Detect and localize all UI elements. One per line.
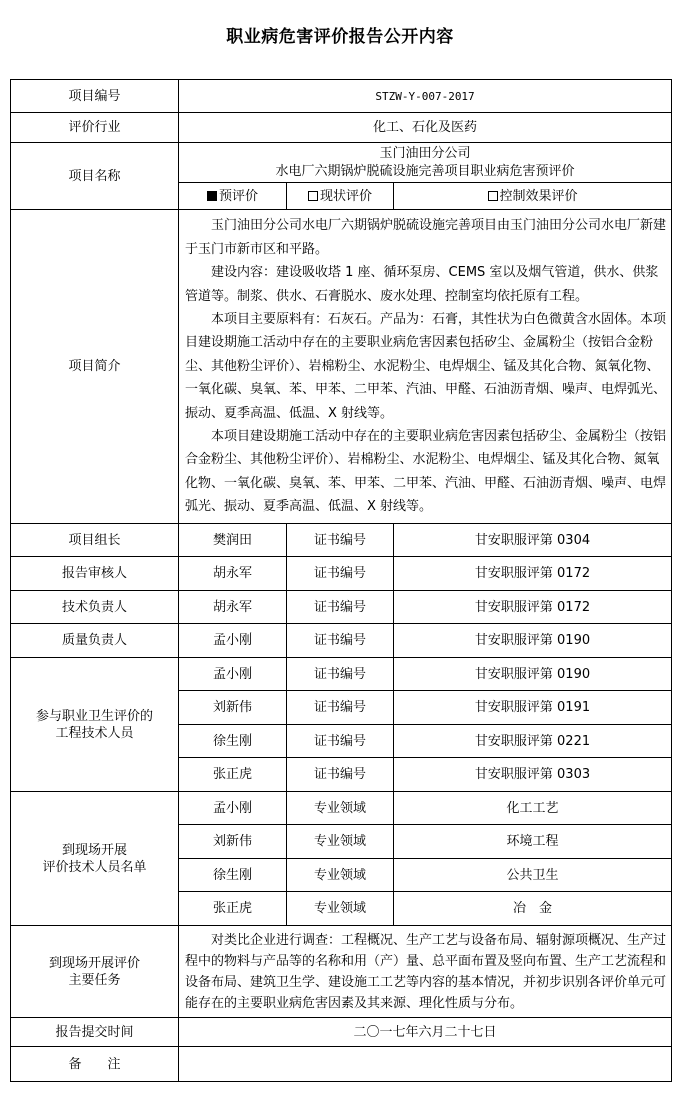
label-tech: 技术负责人 [11,591,179,624]
label-project-name: 项目名称 [11,143,179,210]
cert-label: 证书编号 [287,557,394,591]
label-onsite [11,792,179,926]
intro-paragraph: 本项目建设期施工活动中存在的主要职业病危害因素包括矽尘、金属粉尘（按铝合金粉尘、其他粉尘评价）、岩棉粉尘、水泥粉尘、电焊烟尘、锰及其化合物、氮氧化物、一氧化碳、臭氧、苯、甲苯、二甲苯、汽油、甲醛、石油沥青烟、噪声、电焊弧光、振动、夏季高温、低温、X 射线等。 [185,429,667,515]
row-remark [11,1047,672,1082]
label-participants-line2: 工程技术人员 [55,725,134,741]
quality-name: 孟小刚 [179,624,287,658]
option-control-eval-label: 控制效果评价 [499,188,578,204]
label-industry: 评价行业 [11,113,179,143]
row-industry [11,113,672,143]
label-submit: 报告提交时间 [11,1018,179,1047]
report-table [10,79,672,1082]
label-quality: 质量负责人 [11,624,179,658]
label-tasks-line2: 主要任务 [68,972,121,988]
label-tasks-line1: 到现场开展评价 [48,955,140,971]
tech-name: 胡永军 [179,591,287,624]
project-no-value: STZW-Y-007-2017 [179,80,672,113]
row-reviewer [11,557,672,591]
row-project-name [11,143,672,183]
row-intro [11,210,672,524]
page-title: 职业病危害评价报告公开内容 [226,27,454,47]
onsite-name: 孟小刚 [179,792,287,825]
label-project-no: 项目编号 [11,80,179,113]
field-label: 专业领域 [287,792,394,825]
cert-label: 证书编号 [287,758,394,792]
option-pre-eval-label: 预评价 [218,188,258,204]
option-control-eval[interactable] [394,183,672,210]
field-label: 专业领域 [287,859,394,892]
participant-name: 孟小刚 [179,658,287,691]
participant-cert: 甘安职服评第 0191 [394,691,672,725]
cert-label: 证书编号 [287,624,394,658]
row-project-no [11,80,672,113]
intro-paragraph: 本项目主要原料有：石灰石。产品为：石膏，其性状为白色微黄含水固体。本项目建设期施工活动中存在的主要职业病危害因素包括矽尘、金属粉尘（按铝合金粉尘、其他粉尘评价）、岩棉粉尘、水泥粉尘、电焊烟尘、锰及其化合物、氮氧化物、一氧化碳、臭氧、苯、甲苯、二甲苯、汽油、甲醛、石油沥青烟、噪声、电焊弧光、振动、夏季高温、低温、X 射线等。 [185,311,667,421]
tasks-text [179,926,672,1018]
project-name-value [179,143,672,183]
onsite-field: 环境工程 [394,825,672,859]
onsite-name: 张正虎 [179,892,287,926]
checkbox-empty-icon[interactable] [308,191,318,201]
label-reviewer: 报告审核人 [11,557,179,591]
project-name-line1: 玉门油田分公司 [379,145,471,161]
row-quality [11,624,672,658]
participant-name: 张正虎 [179,758,287,792]
field-label: 专业领域 [287,892,394,926]
row-leader [11,524,672,557]
row-onsite [11,792,672,825]
leader-cert: 甘安职服评第 0304 [394,524,672,557]
row-tech [11,591,672,624]
onsite-name: 徐生刚 [179,859,287,892]
participant-cert: 甘安职服评第 0303 [394,758,672,792]
tech-cert: 甘安职服评第 0172 [394,591,672,624]
option-status-eval[interactable] [287,183,394,210]
label-participants-line1: 参与职业卫生评价的 [35,708,153,724]
row-participant [11,658,672,691]
reviewer-name: 胡永军 [179,557,287,591]
label-participants [11,658,179,792]
field-label: 专业领域 [287,825,394,859]
industry-value: 化工、石化及医药 [179,113,672,143]
submit-value: 二〇一七年六月二十七日 [179,1018,672,1047]
cert-label: 证书编号 [287,524,394,557]
intro-paragraph: 玉门油田分公司水电厂六期锅炉脱硫设施完善项目由玉门油田分公司水电厂新建于玉门市新市区和平路。 [185,218,667,257]
remark-value [179,1047,672,1082]
label-remark: 备 注 [11,1047,179,1082]
participant-cert: 甘安职服评第 0221 [394,725,672,758]
participant-name: 刘新伟 [179,691,287,725]
cert-label: 证书编号 [287,658,394,691]
onsite-field: 冶 金 [394,892,672,926]
onsite-field: 化工工艺 [394,792,672,825]
row-submit [11,1018,672,1047]
option-status-eval-label: 现状评价 [319,188,372,204]
onsite-field: 公共卫生 [394,859,672,892]
participant-cert: 甘安职服评第 0190 [394,658,672,691]
cert-label: 证书编号 [287,691,394,725]
label-intro: 项目简介 [11,210,179,524]
label-onsite-line1: 到现场开展 [61,842,127,858]
onsite-name: 刘新伟 [179,825,287,859]
reviewer-cert: 甘安职服评第 0172 [394,557,672,591]
tasks-paragraph: 对类比企业进行调查：工程概况、生产工艺与设备布局、辐射源项概况、生产过程中的物料与产品等的名称和用（产）量、总平面布置及竖向布置、生产工艺流程和设备布局、建筑卫生学、建设施工工艺等内容的基本情况，并初步识别各评价单元可能存在的主要职业病危害因素及其来源、理化性质与分布。 [185,932,667,1011]
option-pre-eval[interactable] [179,183,287,210]
cert-label: 证书编号 [287,591,394,624]
checkbox-empty-icon[interactable] [488,191,498,201]
row-tasks [11,926,672,1018]
label-tasks [11,926,179,1018]
quality-cert: 甘安职服评第 0190 [394,624,672,658]
cert-label: 证书编号 [287,725,394,758]
checkbox-checked-icon[interactable] [207,191,217,201]
label-onsite-line2: 评价技术人员名单 [42,859,147,875]
intro-paragraph: 建设内容：建设吸收塔 1 座、循环泵房、CEMS 室以及烟气管道，供水、供浆管道等。制浆、供水、石膏脱水、废水处理、控制室均依托原有工程。 [185,265,659,304]
project-name-line2: 水电厂六期锅炉脱硫设施完善项目职业病危害预评价 [275,163,575,179]
label-leader: 项目组长 [11,524,179,557]
participant-name: 徐生刚 [179,725,287,758]
intro-text [179,210,672,524]
leader-name: 樊润田 [179,524,287,557]
